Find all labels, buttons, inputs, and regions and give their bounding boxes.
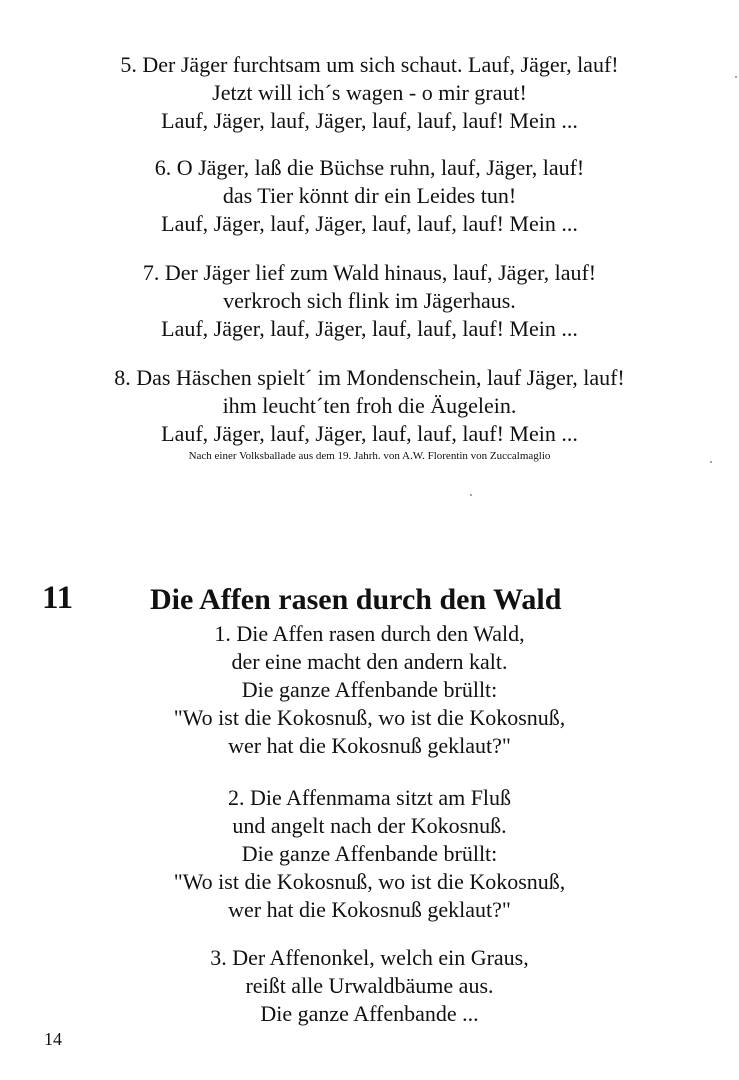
verse-line: Lauf, Jäger, lauf, Jäger, lauf, lauf, lauf! Mein ... — [161, 316, 578, 341]
page-number: 14 — [44, 1029, 62, 1049]
song-verse-1 — [0, 620, 739, 760]
song-number: 11 — [42, 580, 74, 616]
verse-line: und angelt nach der Kokosnuß. — [232, 813, 507, 838]
song-verse-2 — [0, 784, 739, 924]
verse-line: der eine macht den andern kalt. — [231, 649, 508, 674]
verse-line: wer hat die Kokosnuß geklaut?" — [228, 733, 511, 758]
verse-line: verkroch sich flink im Jägerhaus. — [223, 288, 516, 313]
verse-line: Die ganze Affenbande brüllt: — [241, 677, 498, 702]
verse-line: 8. Das Häschen spielt´ im Mondenschein, lauf Jäger, lauf! — [114, 365, 625, 390]
verse-line: 5. Der Jäger furchtsam um sich schaut. Lauf, Jäger, lauf! — [120, 52, 619, 77]
verse-line: reißt alle Urwaldbäume aus. — [245, 973, 494, 998]
verse-line: Lauf, Jäger, lauf, Jäger, lauf, lauf, lauf! Mein ... — [161, 211, 578, 236]
verse-line: Die ganze Affenbande ... — [260, 1001, 479, 1026]
scan-speck — [735, 76, 737, 78]
verse-line: das Tier könnt dir ein Leides tun! — [222, 183, 517, 208]
verse-5 — [0, 51, 739, 135]
verse-6 — [0, 154, 739, 238]
verse-line: "Wo ist die Kokosnuß, wo ist die Kokosnuß, — [173, 869, 566, 894]
verse-line: 6. O Jäger, laß die Büchse ruhn, lauf, Jäger, lauf! — [154, 155, 585, 180]
verse-line: 3. Der Affenonkel, welch ein Graus, — [210, 945, 529, 970]
verse-line: ihm leucht´ten froh die Äugelein. — [222, 393, 517, 418]
verse-7 — [0, 259, 739, 343]
verse-line: 1. Die Affen rasen durch den Wald, — [214, 621, 525, 646]
song-verse-3 — [0, 944, 739, 1028]
verse-line: Lauf, Jäger, lauf, Jäger, lauf, lauf, lauf! Mein ... — [161, 108, 578, 133]
verse-line: Jetzt will ich´s wagen - o mir graut! — [212, 80, 527, 105]
verse-line: 2. Die Affenmama sitzt am Fluß — [227, 785, 512, 810]
verse-line: Die ganze Affenbande brüllt: — [241, 841, 498, 866]
attribution: Nach einer Volksballade aus dem 19. Jahrh. von A.W. Florentin von Zuccalmaglio — [188, 450, 551, 462]
song-title: Die Affen rasen durch den Wald — [150, 583, 562, 616]
verse-line: Lauf, Jäger, lauf, Jäger, lauf, lauf, lauf! Mein ... — [161, 421, 578, 446]
verse-line: wer hat die Kokosnuß geklaut?" — [228, 897, 511, 922]
scan-speck — [470, 494, 472, 496]
scan-speck — [710, 461, 712, 463]
verse-8 — [0, 364, 739, 448]
verse-line: 7. Der Jäger lief zum Wald hinaus, lauf, Jäger, lauf! — [142, 260, 597, 285]
verse-line: "Wo ist die Kokosnuß, wo ist die Kokosnuß, — [173, 705, 566, 730]
